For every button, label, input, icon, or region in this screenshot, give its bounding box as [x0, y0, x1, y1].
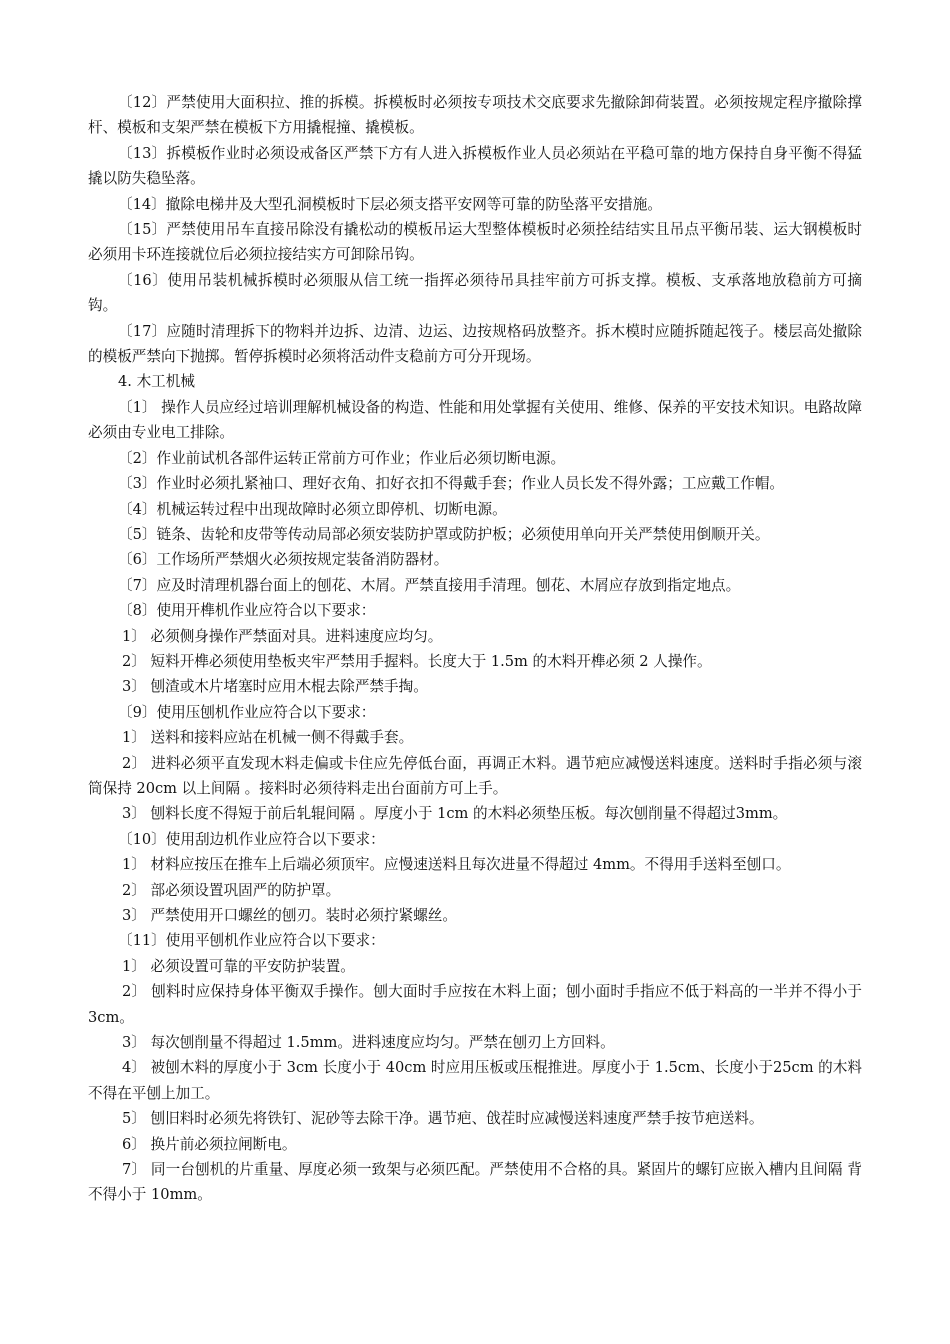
list-item: 4〕 被刨木料的厚度小于 3cm 长度小于 40cm 时应用压板或压棍推进。厚度小于 1.5cm、长度小于25cm 的木料不得在平刨上加工。	[88, 1059, 862, 1102]
paragraph-10: 〔10〕使用刮边机作业应符合以下要求：	[118, 830, 385, 848]
paragraph-13: 〔13〕拆模板作业时必须设戒备区严禁下方有人进入拆模板作业人员必须站在平稳可靠的地方保持自身平衡不得猛撬以防失稳坠落。	[88, 144, 862, 188]
list-item: 3〕 严禁使用开口螺丝的刨刃。装时必须拧紧螺丝。	[122, 907, 457, 924]
list-item: 3〕 每次刨削量不得超过 1.5mm。进料速度应均匀。严禁在刨刃上方回料。	[122, 1034, 615, 1052]
list-item: 2〕 短料开榫必须使用垫板夹牢严禁用手握料。长度大于 1.5m 的木料开榫必须 2 人操作。	[122, 652, 712, 670]
paragraph-5: 〔5〕链条、齿轮和皮带等传动局部必须安装防护罩或防护板；必须使用单向开关严禁使用倒顺开关。	[118, 525, 770, 543]
list-item: 2〕 进料必须平直发现木料走偏或卡住应先停低台面，再调正木料。遇节疤应减慢送料速度。送料时手指必须与滚筒保持 20cm 以上间隔 。接料时必须待料走出台面前方可上手。	[88, 754, 862, 797]
list-item: 3〕 刨渣或木片堵塞时应用木棍去除严禁手掏。	[122, 678, 428, 696]
section-heading: 4. 木工机械	[118, 373, 195, 391]
paragraph-17: 〔17〕应随时清理拆下的物料并边拆、边清、边运、边按规格码放整齐。拆木模时应随拆随起筏子。楼层高处撤除的模板严禁向下抛掷。暂停拆模时必须将活动件支稳前方可分开现场。	[88, 322, 862, 366]
paragraph-11: 〔11〕使用平刨机作业应符合以下要求：	[118, 932, 385, 950]
paragraph-2: 〔2〕作业前试机各部件运转正常前方可作业；作业后必须切断电源。	[118, 449, 566, 467]
paragraph-16: 〔16〕使用吊装机械拆模时必须服从信工统一指挥必须待吊具挂牢前方可拆支撑。模板、支承落地放稳前方可摘钩。	[88, 271, 862, 315]
list-item: 1〕 送料和接料应站在机械一侧不得戴手套。	[122, 729, 414, 747]
paragraph-6: 〔6〕工作场所严禁烟火必须按规定装备消防器材。	[118, 551, 449, 569]
paragraph-12: 〔12〕严禁使用大面积拉、推的拆模。拆模板时必须按专项技术交底要求先撤除卸荷装置。必须按规定程序撤除撑杆、模板和支架严禁在模板下方用撬棍撞、撬模板。	[88, 94, 862, 137]
paragraph-4: 〔4〕机械运转过程中出现故障时必须立即停机、切断电源。	[118, 500, 507, 518]
paragraph-9: 〔9〕使用压刨机作业应符合以下要求：	[118, 703, 376, 721]
document-body	[88, 90, 862, 1208]
list-item: 3〕 刨料长度不得短于前后轧辊间隔 。厚度小于 1cm 的木料必须垫压板。每次刨削量不得超过3mm。	[122, 805, 788, 823]
list-item: 2〕 部必须设置巩固严的防护罩。	[122, 881, 341, 899]
paragraph-1: 〔1〕 操作人员应经过培训理解机械设备的构造、性能和用处掌握有关使用、维修、保养的平安技术知识。电路故障必须由专业电工排除。	[88, 398, 862, 442]
paragraph-3: 〔3〕作业时必须扎紧袖口、理好衣角、扣好衣扣不得戴手套；作业人员长发不得外露；工应戴工作帽。	[118, 475, 785, 493]
paragraph-15: 〔15〕严禁使用吊车直接吊除没有撬松动的模板吊运大型整体模板时必须拴结结实且吊点平衡吊装、运大钢模板时必须用卡环连接就位后必须拉接结实方可卸除吊钩。	[88, 221, 862, 264]
list-item: 1〕 材料应按压在推车上后端必须顶牢。应慢速送料且每次进量不得超过 4mm。不得用手送料至刨口。	[122, 856, 791, 874]
paragraph-14: 〔14〕撤除电梯井及大型孔洞模板时下层必须支搭平安网等可靠的防坠落平安措施。	[118, 195, 662, 213]
paragraph-8: 〔8〕使用开榫机作业应符合以下要求：	[118, 602, 376, 620]
list-item: 6〕 换片前必须拉闸断电。	[122, 1135, 297, 1153]
paragraph-7: 〔7〕应及时清理机器台面上的刨花、木屑。严禁直接用手清理。刨花、木屑应存放到指定地点。	[118, 576, 741, 594]
list-item: 1〕 必须设置可靠的平安防护装置。	[122, 957, 355, 975]
list-item: 2〕 刨料时应保持身体平衡双手操作。刨大面时手应按在木料上面；刨小面时手指应不低于料高的一半并不得小于 3cm。	[88, 983, 862, 1026]
list-item: 5〕 刨旧料时必须先将铁钉、泥砂等去除干净。遇节疤、戗茬时应减慢送料速度严禁手按节疤送料。	[122, 1110, 764, 1128]
list-item: 7〕 同一台刨机的片重量、厚度必须一致架与必须匹配。严禁使用不合格的具。紧固片的螺钉应嵌入槽内且间隔 背不得小于 10mm。	[88, 1161, 862, 1204]
list-item: 1〕 必须侧身操作严禁面对具。进料速度应均匀。	[122, 627, 443, 645]
